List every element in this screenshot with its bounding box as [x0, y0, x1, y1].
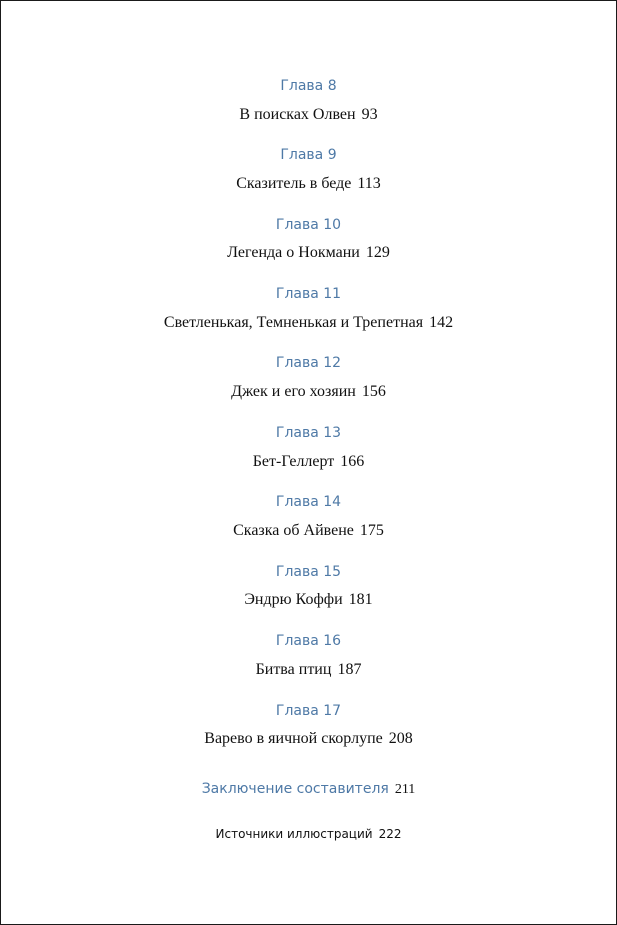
- chapter-title-text: Битва птиц: [255, 661, 332, 678]
- chapter-title-text: Сказка об Айвене: [233, 522, 354, 539]
- chapter-label: Глава 14: [275, 494, 342, 510]
- sources-entry: [1, 825, 616, 843]
- chapter-page-number: 93: [361, 106, 378, 123]
- chapter-page-number: 181: [348, 591, 373, 608]
- conclusion-label: Заключение составителя: [201, 781, 389, 797]
- chapter-label: Глава 12: [275, 355, 342, 371]
- chapter-title: [1, 660, 616, 680]
- chapter-title: [1, 243, 616, 263]
- chapter-title-text: В поисках Олвен: [239, 106, 356, 123]
- chapter-label: Глава 16: [275, 633, 342, 649]
- chapter-label: Глава 11: [275, 286, 342, 302]
- chapter-title-text: Джек и его хозяин: [231, 383, 356, 400]
- chapter-title-text: Светленькая, Темненькая и Трепетная: [163, 314, 424, 331]
- chapter-label: Глава 8: [280, 78, 337, 94]
- chapter-page-number: 156: [361, 383, 386, 400]
- chapter-page-number: 129: [365, 244, 390, 261]
- conclusion-page-number: 211: [394, 782, 416, 797]
- chapter-label: Глава 13: [275, 425, 342, 441]
- chapter-title: [1, 590, 616, 610]
- conclusion-entry: [1, 779, 616, 800]
- chapter-title: [1, 382, 616, 402]
- chapter-title: [1, 729, 616, 749]
- chapter-label: Глава 9: [280, 147, 337, 163]
- chapter-page-number: 113: [357, 175, 381, 192]
- chapter-title-text: Эндрю Коффи: [244, 591, 343, 608]
- sources-label: Источники иллюстраций: [215, 827, 373, 841]
- chapter-page-number: 142: [429, 314, 454, 331]
- chapter-label: Глава 15: [275, 564, 342, 580]
- chapter-page-number: 175: [359, 522, 384, 539]
- chapter-page-number: 208: [388, 730, 413, 747]
- chapter-title-text: Сказитель в беде: [236, 175, 352, 192]
- chapter-title-text: Варево в яичной скорлупе: [204, 730, 383, 747]
- chapter-title-text: Легенда о Нокмани: [227, 244, 360, 261]
- chapter-title: [1, 105, 616, 125]
- chapter-page-number: 166: [340, 453, 365, 470]
- chapter-title: [1, 452, 616, 472]
- chapter-title: [1, 521, 616, 541]
- chapter-page-number: 187: [337, 661, 362, 678]
- chapter-title-text: Бет-Геллерт: [252, 453, 335, 470]
- sources-page-number: 222: [378, 827, 402, 841]
- chapter-title: [1, 313, 616, 333]
- chapter-title: [1, 174, 616, 194]
- chapter-label: Глава 10: [275, 217, 342, 233]
- chapter-label: Глава 17: [275, 703, 342, 719]
